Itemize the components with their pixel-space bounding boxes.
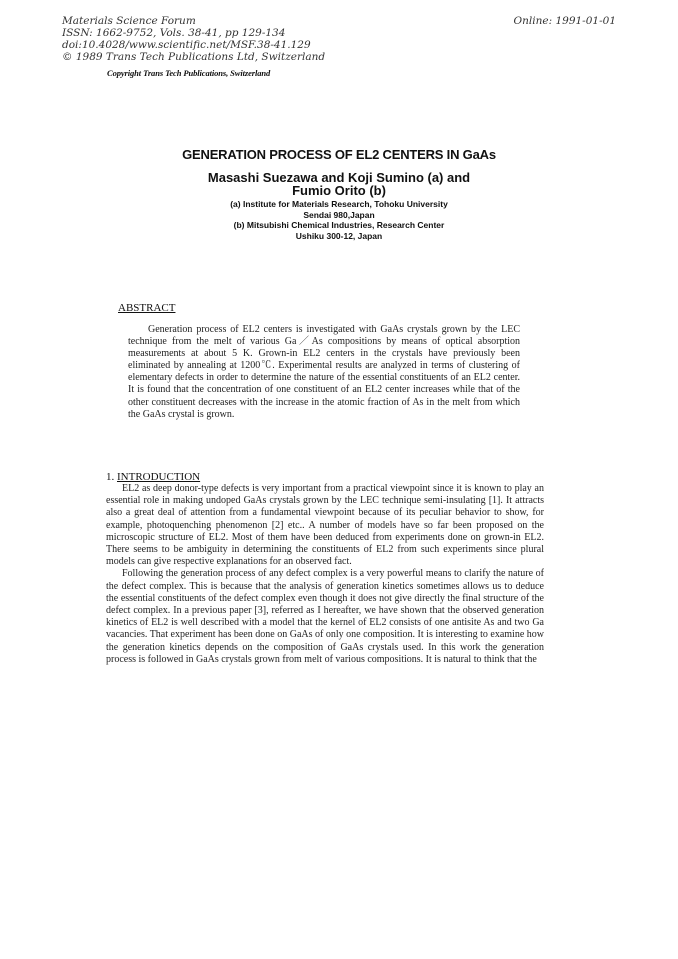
- issn-line: ISSN: 1662-9752, Vols. 38-41, pp 129-134: [62, 27, 286, 39]
- online-date: Online: 1991-01-01: [513, 15, 616, 27]
- section-number: 1.: [106, 471, 115, 483]
- publisher-line: © 1989 Trans Tech Publications Ltd, Switzerland: [62, 51, 326, 63]
- affiliations: [0, 199, 678, 241]
- abstract-heading: ABSTRACT: [118, 302, 176, 314]
- intro-paragraph-1: EL2 as deep donor-type defects is very important from a practical viewpoint since it is known to play an essential role in making undoped GaAs crystals grown by the LEC technique semi-insulating [1]. It attracts also a great deal of attention from a fundamental viewpoint because of its peculiar behavior to show, for example, photoquenching phenomenon [2] etc.. A number of models have so far been proposed on the microscopic structure of EL2. Most of them have been deduced from experiments done on grown-in EL2. There seems to be ambiguity in determining the constituents of EL2 from such experiments since plural models can give respective explanations for an observed fact.: [106, 483, 544, 568]
- doi-line[interactable]: doi:10.4028/www.scientific.net/MSF.38-41.129: [62, 39, 311, 51]
- abstract-body: [128, 324, 520, 421]
- section-title: INTRODUCTION: [117, 471, 201, 483]
- affiliation-a-line-2: Sendai 980,Japan: [303, 209, 375, 220]
- affiliation-b-line-2: Ushiku 300-12, Japan: [295, 230, 383, 241]
- publication-info: [62, 15, 325, 63]
- journal-name: Materials Science Forum: [62, 15, 196, 27]
- affiliation-a-line-1: (a) Institute for Materials Research, Tohoku University: [230, 199, 448, 209]
- copyright-notice: Copyright Trans Tech Publications, Switzerland: [107, 68, 271, 78]
- intro-paragraph-2: Following the generation process of any defect complex is a very powerful means to clarify the nature of the defect complex. This is because that the analysis of generation kinetics sometimes allows us to deduce the essential constituents of the defect complex even though it does not give directly the final structure of the defect complex. In a previous paper [3], referred as I hereafter, we have shown that the observed generation kinetics of EL2 is well described with a model that the kernel of EL2 consists of one antisite As and two Ga vacancies. That experiment has been done on GaAs of only one composition. It is interesting to examine how the generation kinetics depends on the composition of GaAs crystals used. In this work the generation process is followed in GaAs crystals grown from melt of various compositions. It is natural to think that the: [106, 568, 544, 665]
- introduction-body: [106, 483, 544, 666]
- authors-line-1: Masashi Suezawa and Koji Sumino (a) and: [207, 170, 471, 185]
- affiliation-b-line-1: (b) Mitsubishi Chemical Industries, Research Center: [233, 220, 445, 230]
- paper-title: GENERATION PROCESS OF EL2 CENTERS IN GaAs: [182, 147, 496, 162]
- authors-line-2: Fumio Orito (b): [292, 183, 386, 198]
- abstract-text: Generation process of EL2 centers is investigated with GaAs crystals grown by the LEC technique from the melt of various Ga／As compositions by means of optical absorption measurements at about 5 K. Grown-in EL2 centers in the crystals have previously been eliminated by annealing at 1200℃. Experimental results are analyzed in terms of clustering of elementary defects in order to determine the nature of the essential constituents of an EL2 center. It is found that the concentration of one constituent of an EL2 center increases while that of the other constituent decreases with the increase in the atomic fraction of As in the melt from which the GaAs crystal is grown.: [128, 324, 520, 420]
- author-list: [0, 171, 678, 197]
- introduction-heading: [106, 471, 200, 483]
